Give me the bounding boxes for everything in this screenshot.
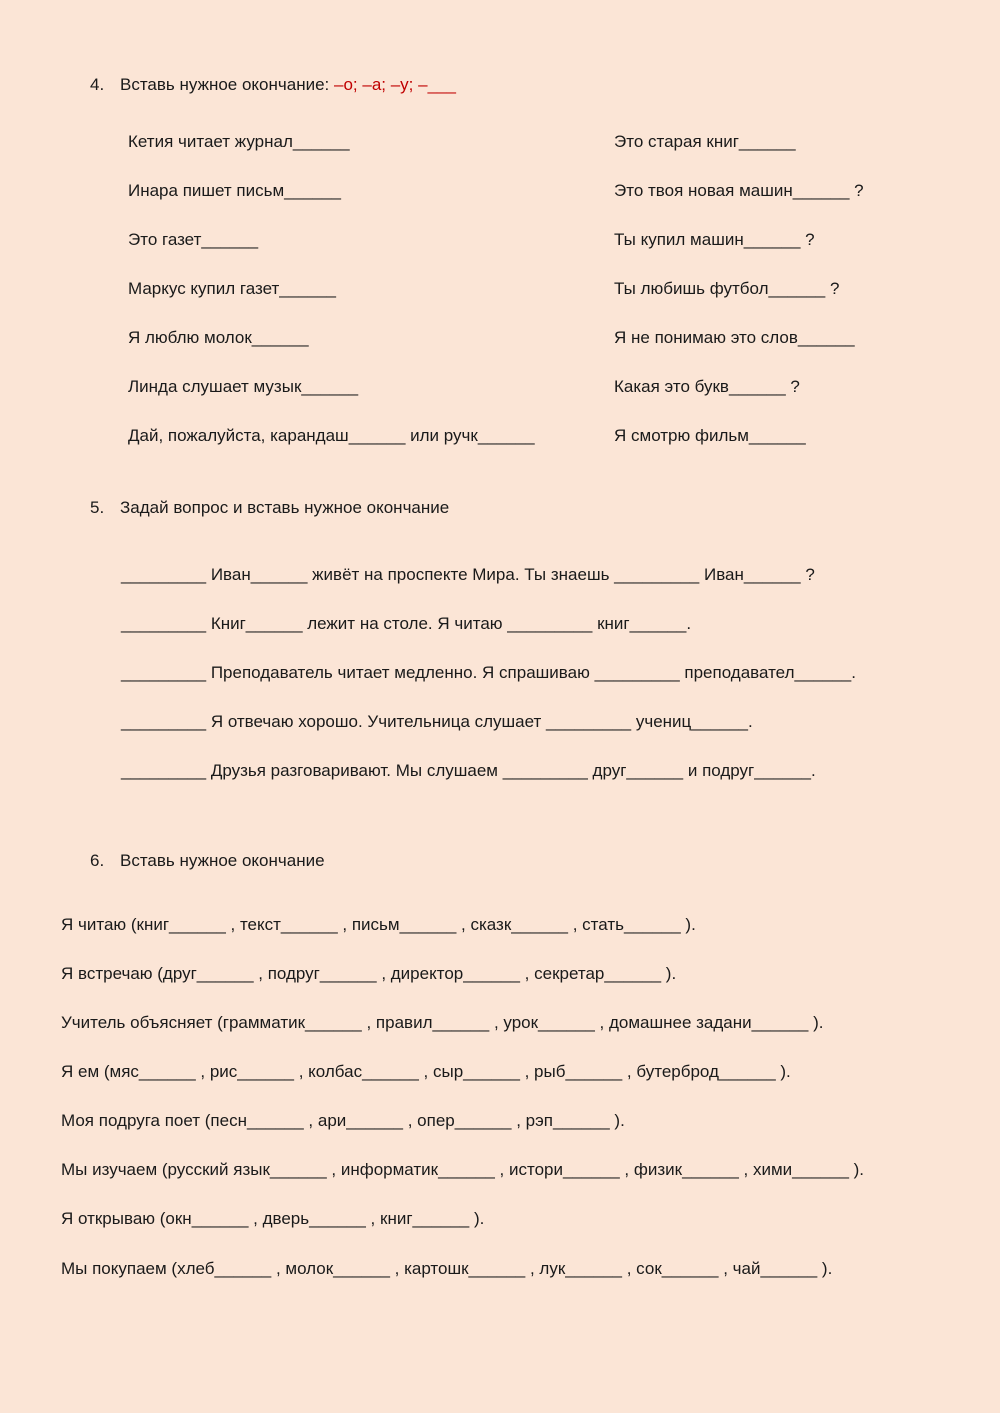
section-5-number: 5. xyxy=(90,498,105,517)
s4-right-2: Это твоя новая машин______ ? xyxy=(614,181,864,200)
section-4-title: Вставь нужное окончание: xyxy=(120,75,330,94)
section-6-number: 6. xyxy=(90,851,105,870)
s6-line-8: Мы покупаем (хлеб______ , молок______ , картошк______ , лук______ , сок______ , чай______ ). xyxy=(61,1259,833,1278)
section-5-title: Задай вопрос и вставь нужное окончание xyxy=(120,498,450,517)
section-6-heading xyxy=(90,850,325,872)
section-5-heading xyxy=(90,497,449,519)
section-6-title: Вставь нужное окончание xyxy=(120,851,325,870)
s4-left-7: Дай, пожалуйста, карандаш______ или ручк______ xyxy=(128,426,535,445)
s4-left-1: Кетия читает журнал______ xyxy=(128,132,350,151)
s5-line-4: _________ Я отвечаю хорошо. Учительница слушает _________ учениц______. xyxy=(121,712,753,731)
s5-line-2: _________ Книг______ лежит на столе. Я читаю _________ книг______. xyxy=(121,614,692,633)
s4-left-6: Линда слушает музык______ xyxy=(128,377,359,396)
s6-line-3: Учитель объясняет (грамматик______ , правил______ , урок______ , домашнее задани______ ). xyxy=(61,1013,824,1032)
section-4-number: 4. xyxy=(90,75,105,94)
s4-right-5: Я не понимаю это слов______ xyxy=(614,328,855,347)
s4-left-5: Я люблю молок______ xyxy=(128,328,309,347)
s5-line-5: _________ Друзья разговаривают. Мы слушаем _________ друг______ и подруг______. xyxy=(121,761,816,780)
s5-line-3: _________ Преподаватель читает медленно. Я спрашиваю _________ преподавател______. xyxy=(121,663,856,682)
s4-left-3: Это газет______ xyxy=(128,230,259,249)
s6-line-2: Я встречаю (друг______ , подруг______ , директор______ , секретар______ ). xyxy=(61,964,677,983)
s4-right-1: Это старая книг______ xyxy=(614,132,796,151)
s6-line-6: Мы изучаем (русский язык______ , информатик______ , истори______ , физик______ , хими______ ). xyxy=(61,1160,865,1179)
s4-right-6: Какая это букв______ ? xyxy=(614,377,800,396)
s6-line-4: Я ем (мяс______ , рис______ , колбас______ , сыр______ , рыб______ , бутерброд______ ). xyxy=(61,1062,791,1081)
s6-line-7: Я открываю (окн______ , дверь______ , книг______ ). xyxy=(61,1209,485,1228)
s6-line-5: Моя подруга поет (песн______ , ари______ , опер______ , рэп______ ). xyxy=(61,1111,625,1130)
s4-left-2: Инара пишет письм______ xyxy=(128,181,341,200)
section-4-heading xyxy=(90,74,456,96)
s4-right-4: Ты любишь футбол______ ? xyxy=(614,279,840,298)
s5-line-1: _________ Иван______ живёт на проспекте Мира. Ты знаешь _________ Иван______ ? xyxy=(121,565,815,584)
s6-line-1: Я читаю (книг______ , текст______ , письм______ , сказк______ , стать______ ). xyxy=(61,915,696,934)
s4-right-7: Я смотрю фильм______ xyxy=(614,426,806,445)
section-4-endings: –о; –а; –у; –___ xyxy=(329,75,456,94)
s4-left-4: Маркус купил газет______ xyxy=(128,279,336,298)
s4-right-3: Ты купил машин______ ? xyxy=(614,230,815,249)
